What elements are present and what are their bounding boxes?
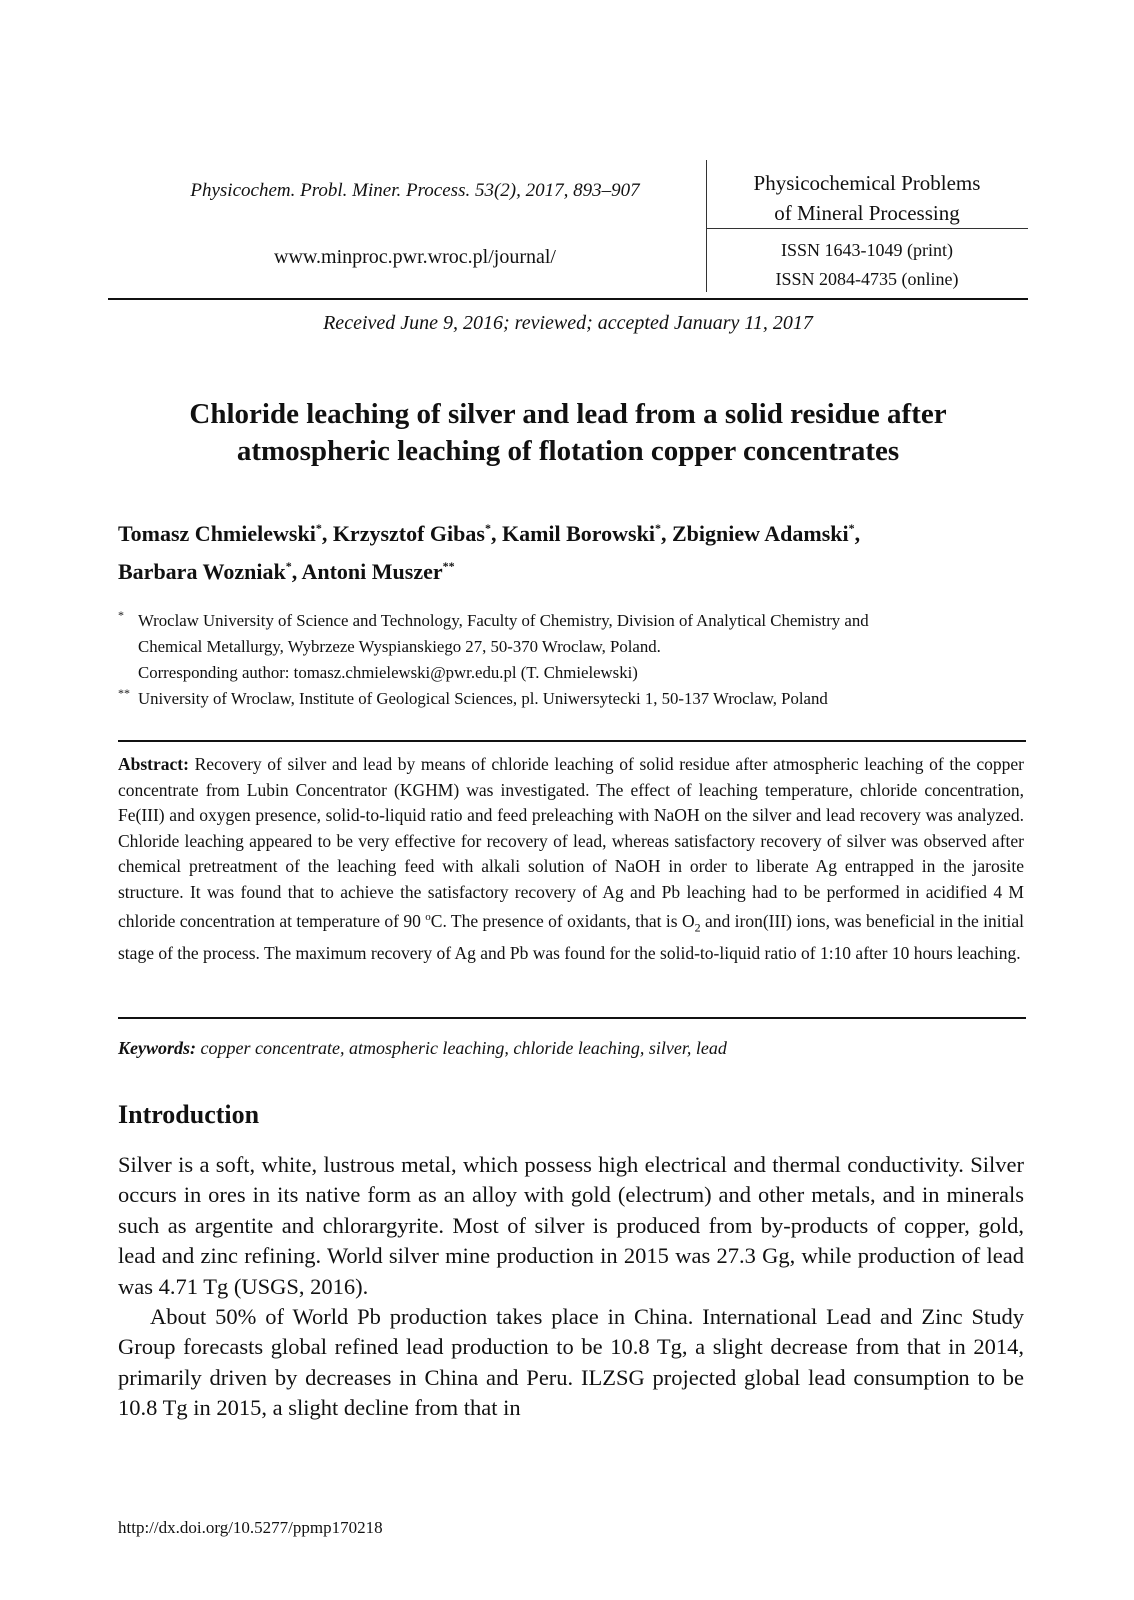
author-mark: *: [848, 521, 855, 535]
journal-issn: [712, 236, 1022, 294]
journal-name-line2: of Mineral Processing: [774, 201, 960, 225]
author-mark: **: [442, 559, 455, 573]
author-mark: *: [285, 559, 292, 573]
doi-link[interactable]: http://dx.doi.org/10.5277/ppmp170218: [118, 1518, 383, 1537]
paragraph: Silver is a soft, white, lustrous metal, which possess high electrical and thermal conductivity. Silver occurs in ores in its native form as an alloy with gold (electrum) and other metals, and in minerals such as argentite and chlorargyrite. Most of silver is produced from by-products of copper, gold, lead and zinc refining. World silver mine production in 2015 was 27.3 Gg, while production of lead was 4.71 Tg (USGS, 2016).: [118, 1152, 1024, 1299]
author-name: Zbigniew Adamski: [671, 521, 849, 546]
author-mark: *: [484, 521, 491, 535]
affiliation-2-line1: University of Wroclaw, Institute of Geological Sciences, pl. Uniwersytecki 1, 50-137 Wroclaw, Poland: [138, 689, 828, 708]
author-mark: *: [315, 521, 322, 535]
affiliation-1: [118, 608, 1030, 686]
abstract-label: Abstract:: [118, 754, 189, 774]
issn-online: ISSN 2084-4735 (online): [775, 269, 959, 289]
degree-mark: o: [425, 911, 431, 923]
author-list: Tomasz Chmielewski*, Krzysztof Gibas*, Kamil Borowski*, Zbigniew Adamski*, Barbara Wozniak*, Antoni Muszer**: [118, 521, 861, 584]
header-rule: [108, 298, 1028, 300]
journal-name: [712, 168, 1022, 228]
affiliation-mark: **: [118, 686, 130, 700]
affiliation-2: [118, 686, 1030, 712]
abstract-bottom-rule: [118, 1017, 1026, 1019]
paper-title: [108, 396, 1028, 470]
author-mark: *: [654, 521, 661, 535]
author-name: Tomasz Chmielewski: [118, 521, 316, 546]
journal-website-link[interactable]: www.minproc.pwr.wroc.pl/journal/: [274, 246, 556, 268]
affiliation-1-line2: Chemical Metallurgy, Wybrzeze Wyspianskiego 27, 50-370 Wroclaw, Poland.: [138, 637, 661, 656]
header-vertical-divider: [706, 160, 707, 292]
author-name: Barbara Wozniak: [118, 559, 286, 584]
keywords-label: Keywords:: [118, 1038, 196, 1058]
section-heading-introduction: Introduction: [118, 1100, 260, 1129]
journal-citation: Physicochem. Probl. Miner. Process. 53(2), 2017, 893–907: [190, 180, 640, 201]
keywords: [118, 1038, 1024, 1059]
abstract-text-3: and iron(III) ions, was beneficial in the initial stage of the process. The maximum recovery of Ag and Pb was found for the solid-to-liquid ratio of 1:10 after 10 hours leaching.: [118, 910, 1024, 963]
paragraph: About 50% of World Pb production takes place in China. International Lead and Zinc Study Group forecasts global refined lead production to be 10.8 Tg, a slight decrease from that in 2014, primarily driven by decreases in China and Peru. ILZSG projected global lead consumption to be 10.8 Tg in 2015, a slight decline from that in: [118, 1304, 1024, 1421]
author-name: Kamil Borowski: [501, 521, 655, 546]
abstract: [118, 752, 1024, 966]
abstract-text-2: C. The presence of oxidants, that is O: [430, 910, 695, 931]
issn-print: ISSN 1643-1049 (print): [781, 240, 953, 260]
subscript-2: 2: [694, 920, 701, 935]
abstract-text-1: Recovery of silver and lead by means of chloride leaching of solid residue after atmospheric leaching of the copper concentrate from Lubin Concentrator (KGHM) was investigated. The effect of leaching temperature, chloride concentration, Fe(III) and oxygen presence, solid-to-liquid ratio and feed preleaching with NaOH on the silver and lead recovery was analyzed. Chloride leaching appeared to be very effective for recovery of lead, whereas satisfactory recovery of silver was observed after chemical pretreatment of the leaching feed with alkali solution of NaOH in order to liberate Ag entrapped in the jarosite structure. It was found that to achieve the satisfactory recovery of Ag and Pb leaching had to be performed in acidified 4 M chloride concentration at temperature of 90: [118, 754, 1024, 931]
author-name: Antoni Muszer: [301, 559, 443, 584]
header-right-divider: [706, 228, 1028, 229]
keywords-text: copper concentrate, atmospheric leaching, chloride leaching, silver, lead: [196, 1038, 727, 1058]
author-name: Krzysztof Gibas: [332, 521, 485, 546]
affiliation-mark: *: [118, 608, 124, 622]
title-line-1: Chloride leaching of silver and lead from a solid residue after: [189, 398, 947, 430]
title-line-2: atmospheric leaching of flotation copper concentrates: [236, 435, 900, 467]
received-dates: Received June 9, 2016; reviewed; accepted January 11, 2017: [323, 312, 813, 334]
journal-name-line1: Physicochemical Problems: [753, 171, 981, 195]
affiliation-1-line1: Wroclaw University of Science and Technology, Faculty of Chemistry, Division of Analytical Chemistry and: [138, 611, 869, 630]
corresponding-author: Corresponding author: tomasz.chmielewski@pwr.edu.pl (T. Chmielewski): [138, 663, 638, 682]
abstract-top-rule: [118, 740, 1026, 742]
introduction-body: [118, 1150, 1024, 1424]
